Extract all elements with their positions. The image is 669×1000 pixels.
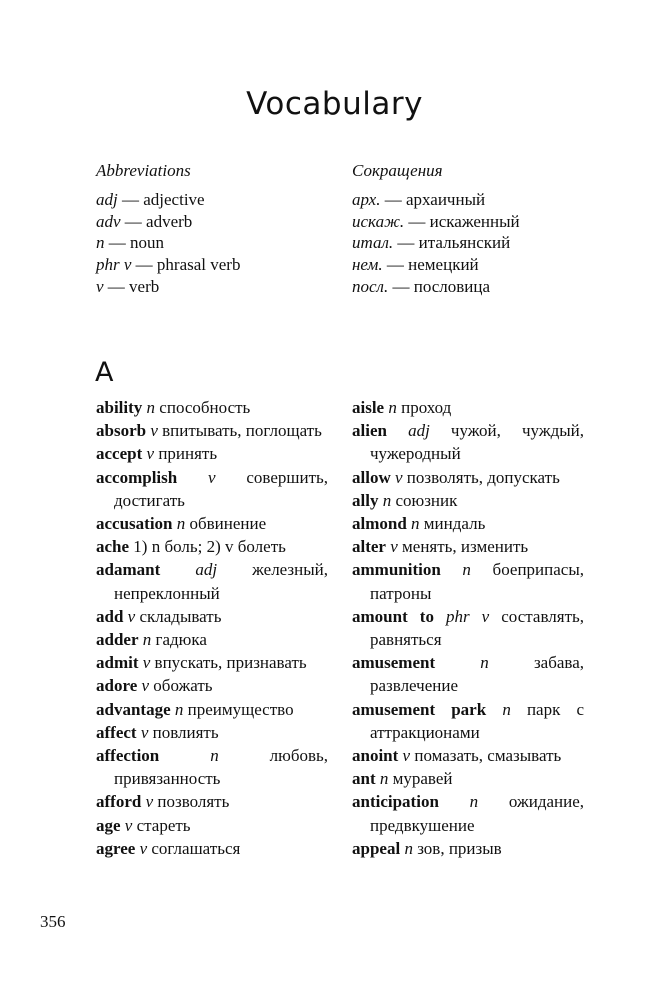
abbreviations-russian bbox=[352, 160, 622, 298]
entry-translation: зов, призыв bbox=[417, 838, 502, 858]
entry-translation: позволять bbox=[157, 792, 230, 812]
entry-part-of-speech: n bbox=[388, 398, 397, 417]
entry-word: accept bbox=[96, 444, 143, 464]
entry-word: almond bbox=[352, 514, 407, 534]
abbreviation-item: v — verb bbox=[96, 276, 160, 296]
entry-word: add bbox=[96, 606, 124, 626]
entry-word: ability bbox=[96, 398, 143, 417]
entry-translation: способность bbox=[159, 398, 251, 417]
vocabulary-entry bbox=[96, 419, 328, 442]
entry-translation: железный, непреклонный bbox=[114, 560, 329, 603]
vocabulary-entry bbox=[96, 512, 328, 535]
entry-translation: позволять, допускать bbox=[406, 467, 560, 487]
vocabulary-entry bbox=[96, 837, 328, 860]
entry-part-of-speech: n bbox=[210, 746, 219, 766]
abbreviation-item: посл. — пословица bbox=[352, 276, 491, 296]
entry-part-of-speech: v bbox=[142, 653, 151, 673]
entry-part-of-speech: n bbox=[382, 490, 392, 510]
entry-part-of-speech: n bbox=[480, 653, 489, 673]
entry-part-of-speech: v bbox=[127, 606, 136, 626]
vocabulary-entry bbox=[96, 744, 328, 790]
entry-part-of-speech: adj bbox=[408, 421, 430, 441]
section-letter: A bbox=[95, 357, 114, 388]
entry-word: advantage bbox=[96, 699, 171, 719]
entry-part-of-speech: n bbox=[146, 398, 156, 417]
abbreviation-item: искаж. — искаженный bbox=[352, 211, 520, 231]
entry-translation: складывать bbox=[139, 606, 222, 626]
entry-translation: союзник bbox=[395, 490, 458, 510]
entry-word: ally bbox=[352, 490, 379, 510]
entry-part-of-speech: n bbox=[174, 699, 184, 719]
entry-word: absorb bbox=[96, 421, 147, 441]
vocabulary-entry bbox=[96, 466, 328, 512]
abbreviations-heading-russian: Сокращения bbox=[352, 161, 443, 180]
entry-word: aisle bbox=[352, 398, 385, 417]
entry-translation: принять bbox=[158, 444, 218, 464]
entry-word: age bbox=[96, 815, 121, 835]
entry-translation: впитывать, поглощать bbox=[162, 421, 322, 441]
entry-word: afford bbox=[96, 792, 142, 812]
vocabulary-entry bbox=[96, 558, 328, 604]
entry-translation: стареть bbox=[136, 815, 191, 835]
entry-translation: впускать, признавать bbox=[154, 653, 307, 673]
vocabulary-entry bbox=[96, 651, 328, 674]
vocabulary-entry bbox=[352, 535, 584, 558]
entry-translation: муравей bbox=[392, 769, 453, 789]
entry-translation: парк с аттракционами bbox=[370, 699, 585, 742]
vocabulary-entry bbox=[352, 837, 584, 860]
entry-translation: гадюка bbox=[155, 630, 207, 650]
entry-translation: миндаль bbox=[423, 514, 486, 534]
entry-translation: обвинение bbox=[189, 514, 267, 534]
entry-part-of-speech: n bbox=[176, 514, 186, 534]
vocabulary-entry bbox=[96, 535, 328, 558]
vocabulary-entry bbox=[352, 489, 584, 512]
entry-translation: совершить, достигать bbox=[114, 467, 329, 510]
entry-translation: забава, развлечение bbox=[370, 653, 585, 696]
entry-part-of-speech: n bbox=[469, 792, 479, 812]
entry-translation: 1) n боль; 2) v болеть bbox=[133, 537, 286, 557]
abbreviation-item: n — noun bbox=[96, 233, 164, 253]
entry-word: agree bbox=[96, 838, 136, 858]
vocabulary-column-left bbox=[96, 396, 328, 860]
entry-translation: менять, изменить bbox=[402, 537, 529, 557]
entry-part-of-speech: v bbox=[394, 467, 403, 487]
entry-part-of-speech: n bbox=[462, 560, 471, 580]
abbreviations-heading: Abbreviations bbox=[96, 161, 191, 180]
entry-word: accomplish bbox=[96, 467, 178, 487]
entry-word: affection bbox=[96, 746, 160, 766]
abbreviation-item: phr v — phrasal verb bbox=[96, 255, 241, 275]
abbreviation-item: нем. — немецкий bbox=[352, 255, 479, 275]
vocabulary-entry bbox=[352, 651, 584, 697]
entry-translation: боеприпасы, патроны bbox=[370, 560, 585, 603]
entry-part-of-speech: v bbox=[146, 444, 155, 464]
entry-word: ammunition bbox=[352, 560, 441, 580]
abbreviations-english bbox=[96, 160, 366, 298]
vocabulary-entry bbox=[352, 744, 584, 767]
entry-word: ache bbox=[96, 537, 130, 557]
entry-translation: преимущество bbox=[187, 699, 294, 719]
entry-translation: чужой, чуждый, чужеродный bbox=[370, 421, 584, 464]
entry-part-of-speech: adj bbox=[195, 560, 218, 580]
vocabulary-entry bbox=[96, 698, 328, 721]
entry-translation: составлять, равняться bbox=[370, 606, 584, 650]
vocabulary-entry bbox=[96, 605, 328, 628]
vocabulary-entry bbox=[96, 442, 328, 465]
entry-word: amusement park bbox=[352, 699, 487, 719]
entry-part-of-speech: v bbox=[150, 421, 158, 441]
page-title: Vocabulary bbox=[246, 86, 423, 122]
entry-word: adamant bbox=[96, 560, 161, 580]
entry-part-of-speech: n bbox=[411, 514, 420, 534]
vocabulary-entry bbox=[96, 814, 328, 837]
entry-word: amount to bbox=[352, 606, 434, 626]
vocabulary-entry bbox=[352, 466, 584, 489]
entry-part-of-speech: v bbox=[145, 792, 154, 812]
vocabulary-entry bbox=[352, 419, 584, 465]
entry-translation: проход bbox=[401, 398, 452, 417]
entry-part-of-speech: n bbox=[502, 699, 511, 719]
entry-part-of-speech: v bbox=[140, 722, 149, 742]
page-number: 356 bbox=[40, 912, 66, 931]
entry-word: amusement bbox=[352, 653, 436, 673]
entry-part-of-speech: phr v bbox=[446, 606, 490, 626]
entry-part-of-speech: v bbox=[139, 838, 148, 858]
vocabulary-entry bbox=[352, 605, 584, 651]
abbreviation-item: арх. — архаичный bbox=[352, 189, 486, 209]
entry-part-of-speech: v bbox=[124, 815, 133, 835]
entry-part-of-speech: n bbox=[404, 838, 413, 858]
entry-word: adore bbox=[96, 676, 138, 696]
vocabulary-entry bbox=[352, 698, 584, 744]
entry-word: allow bbox=[352, 467, 391, 487]
vocabulary-entry bbox=[352, 396, 584, 419]
entry-part-of-speech: v bbox=[390, 537, 398, 557]
entry-part-of-speech: v bbox=[402, 746, 411, 766]
entry-part-of-speech: v bbox=[208, 467, 216, 487]
vocabulary-entry bbox=[352, 512, 584, 535]
vocabulary-entry bbox=[352, 558, 584, 604]
vocabulary-entry bbox=[96, 396, 328, 419]
abbreviation-item: adj — adjective bbox=[96, 189, 205, 209]
entry-word: alien bbox=[352, 421, 387, 441]
entry-word: affect bbox=[96, 722, 137, 742]
entry-word: alter bbox=[352, 537, 386, 557]
entry-word: ant bbox=[352, 769, 376, 789]
entry-part-of-speech: v bbox=[141, 676, 150, 696]
entry-word: anticipation bbox=[352, 792, 439, 812]
abbreviation-item: итал. — итальянский bbox=[352, 233, 511, 253]
entry-word: accusation bbox=[96, 514, 173, 534]
entry-word: anoint bbox=[352, 746, 399, 766]
entry-translation: обожать bbox=[153, 676, 213, 696]
entry-translation: повлиять bbox=[152, 722, 219, 742]
abbreviation-item: adv — adverb bbox=[96, 211, 193, 231]
vocabulary-entry bbox=[352, 790, 584, 836]
entry-word: adder bbox=[96, 630, 139, 650]
entry-translation: соглашаться bbox=[151, 838, 241, 858]
entry-translation: любовь, привязанность bbox=[114, 746, 329, 789]
entry-part-of-speech: n bbox=[379, 769, 389, 789]
entry-translation: ожидание, предвкушение bbox=[370, 792, 585, 835]
entry-translation: помазать, смазывать bbox=[414, 746, 562, 766]
vocabulary-entry bbox=[96, 674, 328, 697]
entry-word: appeal bbox=[352, 838, 401, 858]
vocabulary-entry bbox=[96, 721, 328, 744]
entry-part-of-speech: n bbox=[142, 630, 152, 650]
entry-word: admit bbox=[96, 653, 139, 673]
vocabulary-entry bbox=[96, 790, 328, 813]
vocabulary-column-right bbox=[352, 396, 584, 860]
vocabulary-entry bbox=[352, 767, 584, 790]
vocabulary-entry bbox=[96, 628, 328, 651]
